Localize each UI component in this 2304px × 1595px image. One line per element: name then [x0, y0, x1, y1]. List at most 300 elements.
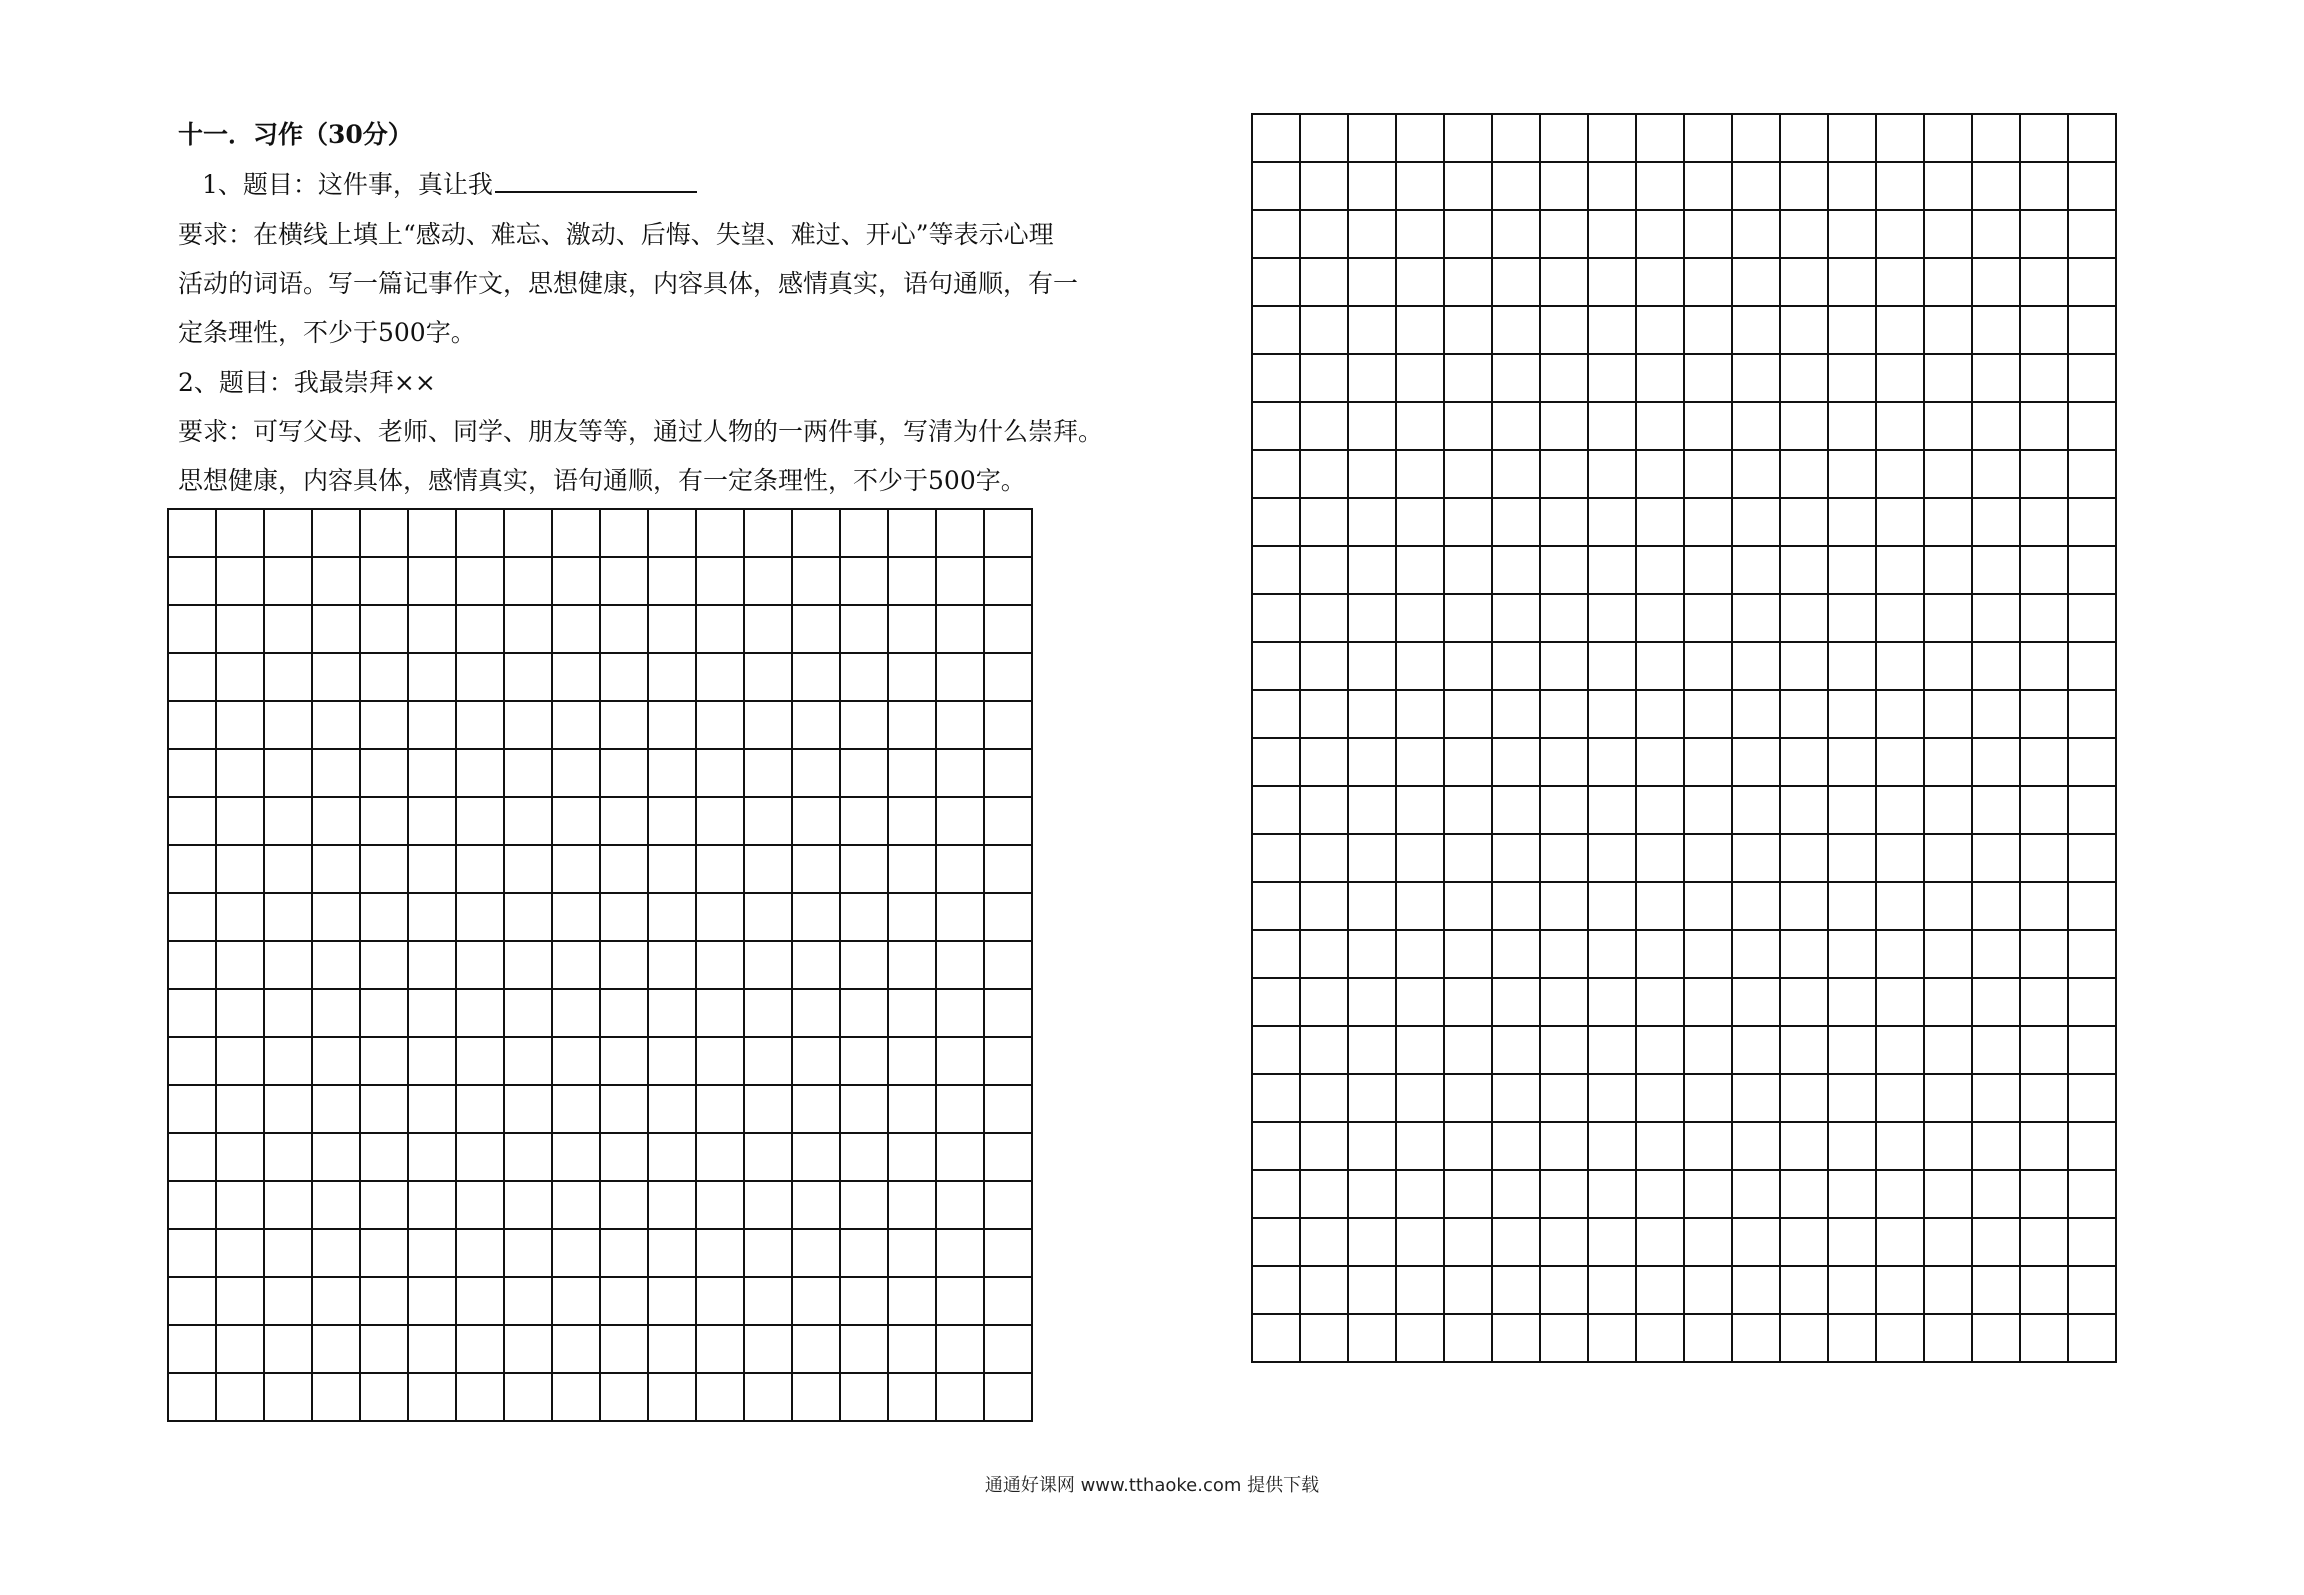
- grid-cell[interactable]: [552, 1277, 600, 1325]
- grid-cell[interactable]: [1588, 738, 1636, 786]
- grid-cell[interactable]: [168, 701, 216, 749]
- grid-cell[interactable]: [1300, 978, 1348, 1026]
- grid-cell[interactable]: [1540, 306, 1588, 354]
- grid-cell[interactable]: [984, 1325, 1032, 1373]
- grid-cell[interactable]: [1348, 162, 1396, 210]
- grid-cell[interactable]: [1828, 834, 1876, 882]
- grid-cell[interactable]: [456, 557, 504, 605]
- grid-cell[interactable]: [504, 893, 552, 941]
- grid-cell[interactable]: [1732, 450, 1780, 498]
- grid-cell[interactable]: [2020, 738, 2068, 786]
- grid-cell[interactable]: [552, 653, 600, 701]
- grid-cell[interactable]: [840, 605, 888, 653]
- grid-cell[interactable]: [1924, 1074, 1972, 1122]
- grid-cell[interactable]: [1876, 210, 1924, 258]
- grid-cell[interactable]: [408, 797, 456, 845]
- grid-cell[interactable]: [1924, 210, 1972, 258]
- grid-cell[interactable]: [216, 605, 264, 653]
- grid-cell[interactable]: [936, 605, 984, 653]
- grid-cell[interactable]: [1492, 354, 1540, 402]
- grid-cell[interactable]: [1444, 978, 1492, 1026]
- grid-cell[interactable]: [1684, 306, 1732, 354]
- grid-cell[interactable]: [840, 749, 888, 797]
- grid-cell[interactable]: [792, 1085, 840, 1133]
- grid-cell[interactable]: [1396, 1026, 1444, 1074]
- grid-cell[interactable]: [792, 1133, 840, 1181]
- grid-cell[interactable]: [888, 653, 936, 701]
- grid-cell[interactable]: [744, 701, 792, 749]
- grid-cell[interactable]: [1636, 402, 1684, 450]
- grid-cell[interactable]: [1348, 1314, 1396, 1362]
- grid-cell[interactable]: [1540, 690, 1588, 738]
- grid-cell[interactable]: [1396, 354, 1444, 402]
- grid-cell[interactable]: [1444, 1266, 1492, 1314]
- grid-cell[interactable]: [2020, 594, 2068, 642]
- grid-cell[interactable]: [168, 557, 216, 605]
- grid-cell[interactable]: [1636, 930, 1684, 978]
- grid-cell[interactable]: [1876, 162, 1924, 210]
- grid-cell[interactable]: [600, 701, 648, 749]
- grid-cell[interactable]: [360, 1181, 408, 1229]
- grid-cell[interactable]: [1540, 834, 1588, 882]
- grid-cell[interactable]: [1972, 450, 2020, 498]
- grid-cell[interactable]: [2068, 354, 2116, 402]
- grid-cell[interactable]: [648, 941, 696, 989]
- grid-cell[interactable]: [1828, 306, 1876, 354]
- grid-cell[interactable]: [696, 1133, 744, 1181]
- grid-cell[interactable]: [1300, 690, 1348, 738]
- grid-cell[interactable]: [360, 797, 408, 845]
- grid-cell[interactable]: [168, 989, 216, 1037]
- grid-cell[interactable]: [1924, 258, 1972, 306]
- grid-cell[interactable]: [600, 1037, 648, 1085]
- grid-cell[interactable]: [600, 941, 648, 989]
- grid-cell[interactable]: [408, 749, 456, 797]
- grid-cell[interactable]: [1588, 1026, 1636, 1074]
- grid-cell[interactable]: [360, 749, 408, 797]
- grid-cell[interactable]: [2020, 882, 2068, 930]
- grid-cell[interactable]: [1588, 786, 1636, 834]
- grid-cell[interactable]: [1828, 1074, 1876, 1122]
- grid-cell[interactable]: [312, 509, 360, 557]
- grid-cell[interactable]: [1924, 546, 1972, 594]
- grid-cell[interactable]: [744, 1037, 792, 1085]
- grid-cell[interactable]: [2068, 306, 2116, 354]
- grid-cell[interactable]: [168, 845, 216, 893]
- grid-cell[interactable]: [168, 1325, 216, 1373]
- grid-cell[interactable]: [504, 1373, 552, 1421]
- grid-cell[interactable]: [2020, 450, 2068, 498]
- grid-cell[interactable]: [312, 989, 360, 1037]
- grid-cell[interactable]: [984, 1181, 1032, 1229]
- grid-cell[interactable]: [1972, 258, 2020, 306]
- grid-cell[interactable]: [1972, 306, 2020, 354]
- grid-cell[interactable]: [744, 557, 792, 605]
- grid-cell[interactable]: [408, 653, 456, 701]
- grid-cell[interactable]: [1540, 978, 1588, 1026]
- grid-cell[interactable]: [1348, 354, 1396, 402]
- grid-cell[interactable]: [1348, 1266, 1396, 1314]
- grid-cell[interactable]: [1540, 498, 1588, 546]
- grid-cell[interactable]: [1492, 642, 1540, 690]
- grid-cell[interactable]: [696, 1085, 744, 1133]
- grid-cell[interactable]: [1540, 738, 1588, 786]
- grid-cell[interactable]: [1636, 834, 1684, 882]
- grid-cell[interactable]: [792, 605, 840, 653]
- grid-cell[interactable]: [1348, 978, 1396, 1026]
- grid-cell[interactable]: [840, 701, 888, 749]
- grid-cell[interactable]: [1972, 642, 2020, 690]
- grid-cell[interactable]: [1924, 1266, 1972, 1314]
- grid-cell[interactable]: [2020, 306, 2068, 354]
- grid-cell[interactable]: [1396, 978, 1444, 1026]
- grid-cell[interactable]: [2020, 1266, 2068, 1314]
- grid-cell[interactable]: [1732, 114, 1780, 162]
- grid-cell[interactable]: [936, 1373, 984, 1421]
- grid-cell[interactable]: [696, 1277, 744, 1325]
- grid-cell[interactable]: [360, 1085, 408, 1133]
- grid-cell[interactable]: [1684, 594, 1732, 642]
- grid-cell[interactable]: [264, 1085, 312, 1133]
- grid-cell[interactable]: [1828, 1314, 1876, 1362]
- grid-cell[interactable]: [1348, 642, 1396, 690]
- grid-cell[interactable]: [648, 797, 696, 845]
- grid-cell[interactable]: [1396, 306, 1444, 354]
- grid-cell[interactable]: [936, 701, 984, 749]
- grid-cell[interactable]: [1300, 162, 1348, 210]
- grid-cell[interactable]: [504, 1133, 552, 1181]
- grid-cell[interactable]: [840, 797, 888, 845]
- grid-cell[interactable]: [2068, 1170, 2116, 1218]
- grid-cell[interactable]: [456, 797, 504, 845]
- grid-cell[interactable]: [888, 797, 936, 845]
- grid-cell[interactable]: [552, 1229, 600, 1277]
- grid-cell[interactable]: [696, 605, 744, 653]
- grid-cell[interactable]: [648, 989, 696, 1037]
- grid-cell[interactable]: [1348, 402, 1396, 450]
- grid-cell[interactable]: [1684, 354, 1732, 402]
- grid-cell[interactable]: [216, 1373, 264, 1421]
- grid-cell[interactable]: [1924, 402, 1972, 450]
- grid-cell[interactable]: [1732, 690, 1780, 738]
- grid-cell[interactable]: [744, 1085, 792, 1133]
- grid-cell[interactable]: [744, 893, 792, 941]
- grid-cell[interactable]: [408, 509, 456, 557]
- grid-cell[interactable]: [744, 749, 792, 797]
- grid-cell[interactable]: [1492, 594, 1540, 642]
- grid-cell[interactable]: [216, 1325, 264, 1373]
- grid-cell[interactable]: [600, 1373, 648, 1421]
- grid-cell[interactable]: [1588, 210, 1636, 258]
- grid-cell[interactable]: [504, 989, 552, 1037]
- grid-cell[interactable]: [2020, 1170, 2068, 1218]
- grid-cell[interactable]: [360, 653, 408, 701]
- grid-cell[interactable]: [312, 845, 360, 893]
- grid-cell[interactable]: [1396, 450, 1444, 498]
- grid-cell[interactable]: [2068, 1266, 2116, 1314]
- grid-cell[interactable]: [360, 701, 408, 749]
- grid-cell[interactable]: [1828, 642, 1876, 690]
- grid-cell[interactable]: [2020, 498, 2068, 546]
- grid-cell[interactable]: [1732, 1266, 1780, 1314]
- grid-cell[interactable]: [264, 701, 312, 749]
- grid-cell[interactable]: [888, 1085, 936, 1133]
- grid-cell[interactable]: [1396, 258, 1444, 306]
- grid-cell[interactable]: [936, 989, 984, 1037]
- grid-cell[interactable]: [1348, 786, 1396, 834]
- grid-cell[interactable]: [1732, 1314, 1780, 1362]
- grid-cell[interactable]: [2020, 114, 2068, 162]
- grid-cell[interactable]: [408, 941, 456, 989]
- grid-cell[interactable]: [2020, 1074, 2068, 1122]
- grid-cell[interactable]: [1444, 882, 1492, 930]
- grid-cell[interactable]: [1444, 690, 1492, 738]
- grid-cell[interactable]: [1252, 642, 1300, 690]
- grid-cell[interactable]: [168, 653, 216, 701]
- grid-cell[interactable]: [1252, 738, 1300, 786]
- grid-cell[interactable]: [792, 653, 840, 701]
- grid-cell[interactable]: [1828, 786, 1876, 834]
- grid-cell[interactable]: [1972, 402, 2020, 450]
- grid-cell[interactable]: [264, 1373, 312, 1421]
- grid-cell[interactable]: [888, 509, 936, 557]
- grid-cell[interactable]: [1540, 1266, 1588, 1314]
- grid-cell[interactable]: [2068, 1122, 2116, 1170]
- grid-cell[interactable]: [1732, 498, 1780, 546]
- grid-cell[interactable]: [1684, 1122, 1732, 1170]
- grid-cell[interactable]: [1444, 450, 1492, 498]
- grid-cell[interactable]: [1732, 1122, 1780, 1170]
- grid-cell[interactable]: [1924, 450, 1972, 498]
- grid-cell[interactable]: [1732, 1218, 1780, 1266]
- grid-cell[interactable]: [504, 845, 552, 893]
- grid-cell[interactable]: [312, 605, 360, 653]
- grid-cell[interactable]: [1876, 1074, 1924, 1122]
- grid-cell[interactable]: [600, 845, 648, 893]
- grid-cell[interactable]: [1828, 546, 1876, 594]
- grid-cell[interactable]: [1540, 642, 1588, 690]
- grid-cell[interactable]: [1300, 1170, 1348, 1218]
- grid-cell[interactable]: [1732, 930, 1780, 978]
- grid-cell[interactable]: [408, 557, 456, 605]
- grid-cell[interactable]: [2020, 258, 2068, 306]
- grid-cell[interactable]: [1348, 1122, 1396, 1170]
- grid-cell[interactable]: [408, 1325, 456, 1373]
- grid-cell[interactable]: [2068, 258, 2116, 306]
- grid-cell[interactable]: [1588, 1074, 1636, 1122]
- grid-cell[interactable]: [1636, 162, 1684, 210]
- grid-cell[interactable]: [408, 1229, 456, 1277]
- grid-cell[interactable]: [1252, 786, 1300, 834]
- grid-cell[interactable]: [312, 1229, 360, 1277]
- grid-cell[interactable]: [1684, 1266, 1732, 1314]
- grid-cell[interactable]: [1588, 834, 1636, 882]
- grid-cell[interactable]: [1588, 306, 1636, 354]
- grid-cell[interactable]: [1300, 1122, 1348, 1170]
- grid-cell[interactable]: [1252, 402, 1300, 450]
- grid-cell[interactable]: [1396, 882, 1444, 930]
- grid-cell[interactable]: [1540, 162, 1588, 210]
- grid-cell[interactable]: [1972, 1314, 2020, 1362]
- grid-cell[interactable]: [984, 749, 1032, 797]
- grid-cell[interactable]: [1444, 642, 1492, 690]
- grid-cell[interactable]: [1444, 1026, 1492, 1074]
- grid-cell[interactable]: [168, 1133, 216, 1181]
- grid-cell[interactable]: [1588, 642, 1636, 690]
- grid-cell[interactable]: [1876, 882, 1924, 930]
- grid-cell[interactable]: [2068, 210, 2116, 258]
- grid-cell[interactable]: [1300, 642, 1348, 690]
- grid-cell[interactable]: [1252, 210, 1300, 258]
- grid-cell[interactable]: [456, 1085, 504, 1133]
- grid-cell[interactable]: [1780, 1122, 1828, 1170]
- grid-cell[interactable]: [552, 1373, 600, 1421]
- grid-cell[interactable]: [1780, 1314, 1828, 1362]
- grid-cell[interactable]: [1876, 642, 1924, 690]
- grid-cell[interactable]: [1636, 1074, 1684, 1122]
- grid-cell[interactable]: [168, 941, 216, 989]
- grid-cell[interactable]: [2068, 594, 2116, 642]
- grid-cell[interactable]: [648, 1277, 696, 1325]
- grid-cell[interactable]: [936, 749, 984, 797]
- grid-cell[interactable]: [1972, 1122, 2020, 1170]
- grid-cell[interactable]: [984, 1085, 1032, 1133]
- grid-cell[interactable]: [600, 557, 648, 605]
- grid-cell[interactable]: [2068, 978, 2116, 1026]
- grid-cell[interactable]: [1780, 834, 1828, 882]
- grid-cell[interactable]: [1732, 258, 1780, 306]
- grid-cell[interactable]: [360, 1229, 408, 1277]
- grid-cell[interactable]: [1396, 1074, 1444, 1122]
- grid-cell[interactable]: [1924, 1122, 1972, 1170]
- grid-cell[interactable]: [1780, 930, 1828, 978]
- grid-cell[interactable]: [408, 893, 456, 941]
- grid-cell[interactable]: [1780, 738, 1828, 786]
- grid-cell[interactable]: [1828, 738, 1876, 786]
- grid-cell[interactable]: [2068, 834, 2116, 882]
- grid-cell[interactable]: [456, 893, 504, 941]
- grid-cell[interactable]: [1444, 1074, 1492, 1122]
- grid-cell[interactable]: [1396, 690, 1444, 738]
- grid-cell[interactable]: [888, 749, 936, 797]
- grid-cell[interactable]: [552, 605, 600, 653]
- grid-cell[interactable]: [504, 557, 552, 605]
- grid-cell[interactable]: [1732, 354, 1780, 402]
- grid-cell[interactable]: [312, 797, 360, 845]
- grid-cell[interactable]: [1540, 1074, 1588, 1122]
- grid-cell[interactable]: [696, 1181, 744, 1229]
- grid-cell[interactable]: [1588, 402, 1636, 450]
- grid-cell[interactable]: [936, 557, 984, 605]
- grid-cell[interactable]: [1252, 450, 1300, 498]
- grid-cell[interactable]: [1972, 978, 2020, 1026]
- grid-cell[interactable]: [1972, 690, 2020, 738]
- grid-cell[interactable]: [504, 1085, 552, 1133]
- grid-cell[interactable]: [840, 1037, 888, 1085]
- grid-cell[interactable]: [792, 941, 840, 989]
- grid-cell[interactable]: [2020, 642, 2068, 690]
- grid-cell[interactable]: [2068, 738, 2116, 786]
- grid-cell[interactable]: [1876, 306, 1924, 354]
- grid-cell[interactable]: [936, 845, 984, 893]
- grid-cell[interactable]: [2068, 786, 2116, 834]
- grid-cell[interactable]: [1588, 354, 1636, 402]
- grid-cell[interactable]: [1396, 930, 1444, 978]
- grid-cell[interactable]: [1444, 1314, 1492, 1362]
- grid-cell[interactable]: [1540, 258, 1588, 306]
- grid-cell[interactable]: [2068, 1074, 2116, 1122]
- grid-cell[interactable]: [1396, 786, 1444, 834]
- grid-cell[interactable]: [744, 605, 792, 653]
- grid-cell[interactable]: [1636, 978, 1684, 1026]
- grid-cell[interactable]: [1780, 354, 1828, 402]
- grid-cell[interactable]: [216, 1085, 264, 1133]
- grid-cell[interactable]: [264, 845, 312, 893]
- grid-cell[interactable]: [648, 1181, 696, 1229]
- grid-cell[interactable]: [408, 605, 456, 653]
- grid-cell[interactable]: [1252, 114, 1300, 162]
- grid-cell[interactable]: [696, 557, 744, 605]
- grid-cell[interactable]: [1252, 1170, 1300, 1218]
- grid-cell[interactable]: [168, 605, 216, 653]
- grid-cell[interactable]: [1348, 450, 1396, 498]
- grid-cell[interactable]: [1492, 1170, 1540, 1218]
- grid-cell[interactable]: [648, 1133, 696, 1181]
- grid-cell[interactable]: [1780, 978, 1828, 1026]
- grid-cell[interactable]: [1348, 306, 1396, 354]
- grid-cell[interactable]: [456, 701, 504, 749]
- grid-cell[interactable]: [216, 941, 264, 989]
- grid-cell[interactable]: [312, 1133, 360, 1181]
- grid-cell[interactable]: [1300, 402, 1348, 450]
- grid-cell[interactable]: [648, 845, 696, 893]
- grid-cell[interactable]: [1828, 930, 1876, 978]
- grid-cell[interactable]: [312, 749, 360, 797]
- grid-cell[interactable]: [936, 797, 984, 845]
- grid-cell[interactable]: [1252, 834, 1300, 882]
- grid-cell[interactable]: [1540, 546, 1588, 594]
- grid-cell[interactable]: [1492, 1026, 1540, 1074]
- grid-cell[interactable]: [504, 605, 552, 653]
- grid-cell[interactable]: [1780, 690, 1828, 738]
- grid-cell[interactable]: [1348, 1026, 1396, 1074]
- grid-cell[interactable]: [1444, 258, 1492, 306]
- grid-cell[interactable]: [312, 1277, 360, 1325]
- grid-cell[interactable]: [696, 509, 744, 557]
- grid-cell[interactable]: [1684, 786, 1732, 834]
- grid-cell[interactable]: [456, 1181, 504, 1229]
- grid-cell[interactable]: [360, 1325, 408, 1373]
- grid-cell[interactable]: [1444, 786, 1492, 834]
- grid-cell[interactable]: [264, 893, 312, 941]
- grid-cell[interactable]: [1348, 1218, 1396, 1266]
- grid-cell[interactable]: [744, 941, 792, 989]
- grid-cell[interactable]: [840, 1133, 888, 1181]
- grid-cell[interactable]: [264, 1229, 312, 1277]
- grid-cell[interactable]: [984, 1373, 1032, 1421]
- grid-cell[interactable]: [360, 845, 408, 893]
- grid-cell[interactable]: [1300, 546, 1348, 594]
- grid-cell[interactable]: [216, 557, 264, 605]
- grid-cell[interactable]: [1876, 690, 1924, 738]
- grid-cell[interactable]: [1300, 882, 1348, 930]
- grid-cell[interactable]: [936, 1229, 984, 1277]
- grid-cell[interactable]: [168, 1181, 216, 1229]
- grid-cell[interactable]: [888, 989, 936, 1037]
- grid-cell[interactable]: [1348, 594, 1396, 642]
- grid-cell[interactable]: [360, 1037, 408, 1085]
- grid-cell[interactable]: [1876, 1170, 1924, 1218]
